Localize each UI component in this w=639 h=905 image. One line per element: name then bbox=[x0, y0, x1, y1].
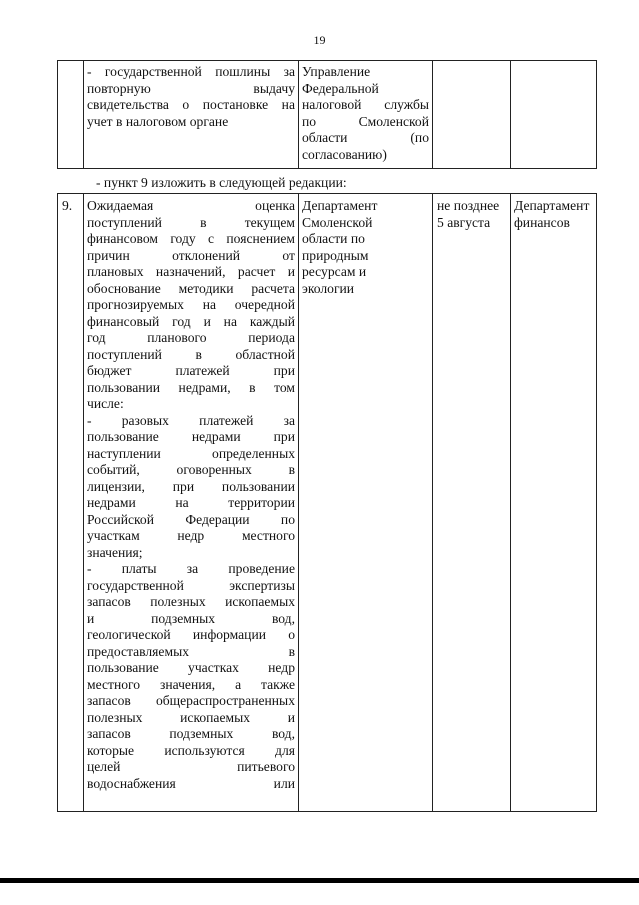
table-line bbox=[596, 60, 597, 169]
text-line: финансовом году с пояснением bbox=[87, 231, 295, 246]
text-line: и подземных вод, bbox=[87, 610, 295, 626]
text-line: Федеральной bbox=[302, 80, 379, 96]
table-line bbox=[83, 60, 84, 169]
text-line: финансов bbox=[514, 214, 570, 230]
table-line bbox=[510, 60, 511, 169]
instruction-text: - пункт 9 изложить в следующей редакции: bbox=[96, 175, 347, 190]
text-line: поступлений в областной bbox=[87, 346, 295, 362]
text-line: значения; bbox=[87, 544, 143, 560]
text-line: наступлении определенных bbox=[87, 445, 295, 461]
text-line: геологической информации о bbox=[87, 627, 295, 642]
text-line: налоговой службы bbox=[302, 97, 429, 112]
table-line bbox=[57, 60, 597, 61]
text-line: ресурсам и bbox=[302, 264, 367, 279]
text-line: Управление bbox=[302, 64, 371, 79]
text-line: которые используются для bbox=[87, 742, 295, 758]
table-line bbox=[596, 193, 597, 812]
row-number: 9. bbox=[62, 198, 73, 213]
text-line: не позднее bbox=[437, 198, 500, 213]
table-line bbox=[298, 60, 299, 169]
text-line: по Смоленской bbox=[302, 113, 429, 129]
text-line: недрами на территории bbox=[87, 495, 295, 510]
text-line: природным bbox=[302, 247, 369, 263]
text-line: событий, оговоренных в bbox=[87, 462, 295, 477]
scan-border-bar bbox=[0, 878, 639, 883]
text-line: учет в налоговом органе bbox=[87, 113, 229, 129]
text-line: участкам недр местного bbox=[87, 528, 295, 543]
page-number: 19 bbox=[313, 33, 326, 47]
text-line: местного значения, а также bbox=[87, 676, 295, 692]
text-line: причин отклонений от bbox=[87, 247, 295, 263]
table-line bbox=[83, 193, 84, 812]
text-line: свидетельства о постановке на bbox=[87, 97, 295, 112]
text-line: поступлений в текущем bbox=[87, 214, 295, 230]
text-line: - платы за проведение bbox=[87, 561, 295, 576]
text-line: - разовых платежей за bbox=[87, 412, 295, 428]
text-line: пользование недрами при bbox=[87, 429, 295, 444]
text-line: прогнозируемых на очередной bbox=[87, 297, 295, 312]
table-line bbox=[432, 193, 433, 812]
table-line bbox=[298, 193, 299, 812]
text-line: Смоленской bbox=[302, 214, 373, 230]
text-line: запасов полезных ископаемых bbox=[87, 594, 295, 609]
table-line bbox=[510, 193, 511, 812]
text-line: целей питьевого bbox=[87, 759, 295, 774]
text-line: финансовый год и на каждый bbox=[87, 313, 295, 329]
text-line: пользование участках недр bbox=[87, 660, 295, 675]
text-line: предоставляемых в bbox=[87, 643, 295, 659]
text-line: числе: bbox=[87, 396, 124, 411]
text-line: запасов подземных вод, bbox=[87, 726, 295, 741]
text-line: согласованию) bbox=[302, 146, 387, 162]
table-line bbox=[57, 193, 58, 812]
text-line: Российской Федерации по bbox=[87, 511, 295, 527]
text-line: водоснабжения или bbox=[87, 775, 295, 791]
text-line: Ожидаемая оценка bbox=[87, 198, 295, 213]
text-line: обоснование методики расчета bbox=[87, 280, 295, 296]
table-line bbox=[57, 811, 597, 812]
table-line bbox=[57, 60, 58, 169]
text-line: бюджет платежей при bbox=[87, 363, 295, 378]
text-line: области по bbox=[302, 231, 365, 246]
text-line: области (по bbox=[302, 130, 429, 145]
table-line bbox=[432, 60, 433, 169]
text-line: Департамент bbox=[302, 198, 378, 213]
text-line: год планового периода bbox=[87, 330, 295, 345]
text-line: лицензии, при пользовании bbox=[87, 478, 295, 494]
table-line bbox=[57, 168, 597, 169]
text-line: 5 августа bbox=[437, 214, 491, 230]
text-line: повторную выдачу bbox=[87, 80, 295, 96]
text-line: государственной экспертизы bbox=[87, 577, 295, 593]
text-line: плановых назначений, расчет и bbox=[87, 264, 295, 279]
text-line: пользовании недрами, в том bbox=[87, 379, 295, 395]
text-line: полезных ископаемых и bbox=[87, 709, 295, 725]
text-line: Департамент bbox=[514, 198, 590, 213]
text-line: экологии bbox=[302, 280, 355, 296]
table-line bbox=[57, 193, 597, 194]
text-line: - государственной пошлины за bbox=[87, 64, 295, 79]
text-line: запасов общераспространенных bbox=[87, 693, 295, 708]
